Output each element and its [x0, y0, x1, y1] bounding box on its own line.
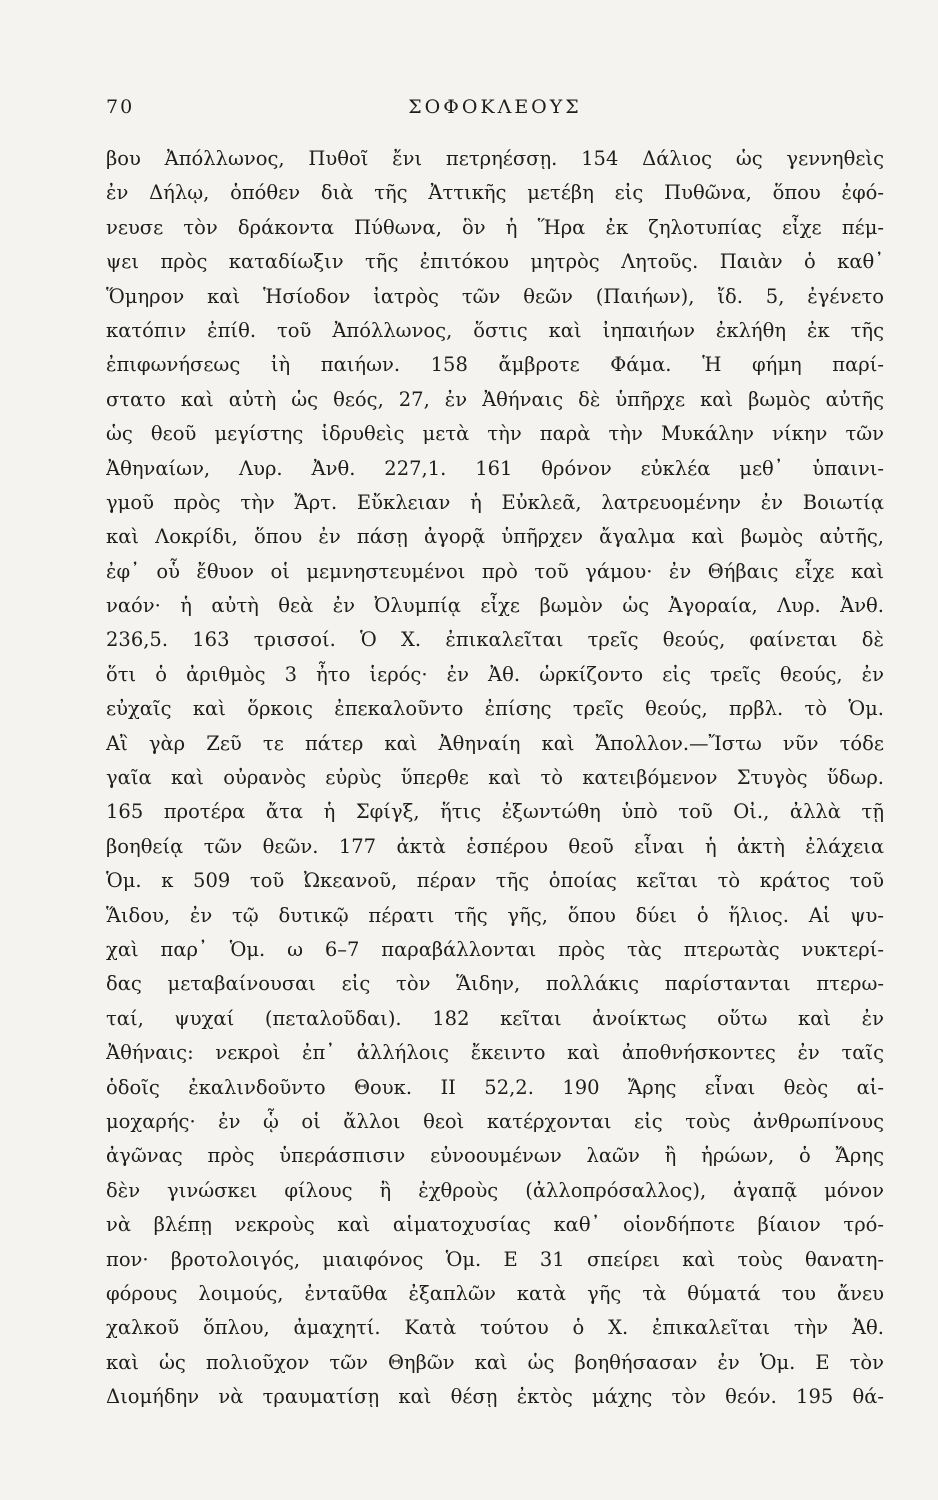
- text-line: ἐν Δήλῳ, ὁπόθεν διὰ τῆς Ἀττικῆς μετέβη εἰς Πυθῶνα, ὅπου ἐφό-: [106, 181, 884, 205]
- text-line: φόρους λοιμούς, ἐνταῦθα ἐξαπλῶν κατὰ γῆς τὰ θύματά του ἄνευ: [106, 1281, 884, 1305]
- text-line: βοηθείᾳ τῶν θεῶν. 177 ἀκτὰ ἑσπέρου θεοῦ εἶναι ἡ ἀκτὴ ἐλάχεια: [106, 834, 884, 858]
- text-line: νευσε τὸν δράκοντα Πύθωνα, ὃν ἡ Ἥρα ἐκ ζηλοτυπίας εἶχε πέμ-: [106, 215, 884, 239]
- text-line: χαλκοῦ ὅπλου, ἀμαχητί. Κατὰ τούτου ὁ Χ. ἐπικαλεῖται τὴν Ἀθ.: [106, 1316, 884, 1340]
- text-line: καὶ Λοκρίδι, ὅπου ἐν πάσῃ ἀγορᾷ ὑπῆρχεν ἄγαλμα καὶ βωμὸς αὐτῆς,: [106, 525, 884, 549]
- text-line: πον· βροτολοιγός, μιαιφόνος Ὁμ. Ε 31 σπείρει καὶ τοὺς θανατη-: [106, 1247, 884, 1271]
- text-line: νὰ βλέπῃ νεκροὺς καὶ αἱματοχυσίας καθ᾽ οἱονδήποτε βίαιον τρό-: [106, 1213, 884, 1237]
- text-line: γαῖα καὶ οὐρανὸς εὐρὺς ὕπερθε καὶ τὸ κατειβόμενον Στυγὸς ὕδωρ.: [106, 766, 884, 790]
- text-line: Ἀθηναίων, Λυρ. Ἀνθ. 227,1. 161 θρόνον εὐκλέα μεθ᾽ ὑπαινι-: [106, 456, 884, 480]
- text-line: γμοῦ πρὸς τὴν Ἄρτ. Εὔκλειαν ἡ Εὐκλεᾶ, λατρευομένην ἐν Βοιωτίᾳ: [106, 490, 884, 514]
- text-line: στατο καὶ αὐτὴ ὡς θεός, 27, ἐν Ἀθήναις δὲ ὑπῆρχε καὶ βωμὸς αὐτῆς: [106, 387, 884, 411]
- running-title: ΣΟΦΟΚΛΕΟΥΣ: [408, 96, 582, 118]
- text-line: Ἀθήναις: νεκροὶ ἐπ᾽ ἀλλήλοις ἔκειντο καὶ ἀποθνήσκοντες ἐν ταῖς: [106, 1041, 884, 1065]
- text-line: ψει πρὸς καταδίωξιν τῆς ἐπιτόκου μητρὸς Λητοῦς. Παιὰν ὁ καθ᾽: [106, 250, 884, 274]
- text-line: Ὁμ. κ 509 τοῦ Ὠκεανοῦ, πέραν τῆς ὁποίας κεῖται τὸ κράτος τοῦ: [106, 869, 884, 893]
- text-line: βου Ἀπόλλωνος, Πυθοῖ ἔνι πετρηέσσῃ. 154 Δάλιος ὡς γεννηθεὶς: [106, 147, 884, 170]
- commentary-text: [106, 142, 884, 1414]
- text-line: Αἲ γὰρ Ζεῦ τε πάτερ καὶ Ἀθηναίη καὶ Ἄπολλον.—Ἴστω νῦν τόδε: [106, 731, 884, 755]
- text-line: κατόπιν ἐπίθ. τοῦ Ἀπόλλωνος, ὅστις καὶ ἰηπαιήων ἐκλήθη ἐκ τῆς: [106, 318, 884, 342]
- text-line: 236,5. 163 τρισσοί. Ὁ Χ. ἐπικαλεῖται τρεῖς θεούς, φαίνεται δὲ: [106, 628, 884, 652]
- book-page: [106, 96, 884, 1466]
- text-line: ὁδοῖς ἐκαλινδοῦντο Θουκ. II 52,2. 190 Ἄρης εἶναι θεὸς αἱ-: [106, 1075, 884, 1099]
- text-line: καὶ ὡς πολιοῦχον τῶν Θηβῶν καὶ ὡς βοηθήσασαν ἐν Ὁμ. Ε τὸν: [106, 1350, 884, 1374]
- text-line: Ὅμηρον καὶ Ἡσίοδον ἰατρὸς τῶν θεῶν (Παιήων), ἴδ. 5, ἐγένετο: [106, 284, 884, 308]
- text-line: 165 προτέρα ἄτα ἡ Σφίγξ, ἥτις ἐξωντώθη ὑπὸ τοῦ Οἰ., ἀλλὰ τῇ: [106, 800, 884, 824]
- text-line: χαὶ παρ᾽ Ὁμ. ω 6–7 παραβάλλονται πρὸς τὰς πτερωτὰς νυκτερί-: [106, 937, 884, 961]
- text-line: εὐχαῖς καὶ ὅρκοις ἐπεκαλοῦντο ἐπίσης τρεῖς θεούς, πρβλ. τὸ Ὁμ.: [106, 697, 884, 721]
- running-head: [106, 96, 884, 132]
- text-line: ὅτι ὁ ἀριθμὸς 3 ἦτο ἱερός· ἐν Ἀθ. ὡρκίζοντο εἰς τρεῖς θεούς, ἐν: [106, 662, 884, 686]
- text-line: ὡς θεοῦ μεγίστης ἱδρυθεὶς μετὰ τὴν παρὰ τὴν Μυκάλην νίκην τῶν: [106, 422, 884, 446]
- text-line: Διομήδην νὰ τραυματίσῃ καὶ θέσῃ ἐκτὸς μάχης τὸν θεόν. 195 θά-: [106, 1385, 884, 1409]
- text-line: ταί, ψυχαί (πεταλοῦδαι). 182 κεῖται ἀνοίκτως οὕτω καὶ ἐν: [106, 1006, 884, 1030]
- page-number: 70: [106, 96, 135, 118]
- text-line: ναόν· ἡ αὐτὴ θεὰ ἐν Ὀλυμπίᾳ εἶχε βωμὸν ὡς Ἀγοραία, Λυρ. Ἀνθ.: [106, 594, 884, 618]
- text-line: δὲν γινώσκει φίλους ἢ ἐχθροὺς (ἀλλοπρόσαλλος), ἀγαπᾷ μόνον: [106, 1178, 884, 1202]
- text-line: ἐφ᾽ οὗ ἔθυον οἱ μεμνηστευμένοι πρὸ τοῦ γάμου· ἐν Θήβαις εἶχε καὶ: [106, 559, 884, 583]
- text-line: Ἅιδου, ἐν τῷ δυτικῷ πέρατι τῆς γῆς, ὅπου δύει ὁ ἥλιος. Αἱ ψυ-: [106, 903, 884, 927]
- text-line: δας μεταβαίνουσαι εἰς τὸν Ἅιδην, πολλάκις παρίστανται πτερω-: [106, 972, 884, 996]
- text-line: μοχαρής· ἐν ᾧ οἱ ἄλλοι θεοὶ κατέρχονται εἰς τοὺς ἀνθρωπίνους: [106, 1109, 884, 1133]
- text-line: ἀγῶνας πρὸς ὑπεράσπισιν εὐνοουμένων λαῶν ἢ ἡρώων, ὁ Ἄρης: [106, 1144, 884, 1168]
- text-line: ἐπιφωνήσεως ἰὴ παιήων. 158 ἄμβροτε Φάμα. Ἡ φήμη παρί-: [106, 353, 884, 377]
